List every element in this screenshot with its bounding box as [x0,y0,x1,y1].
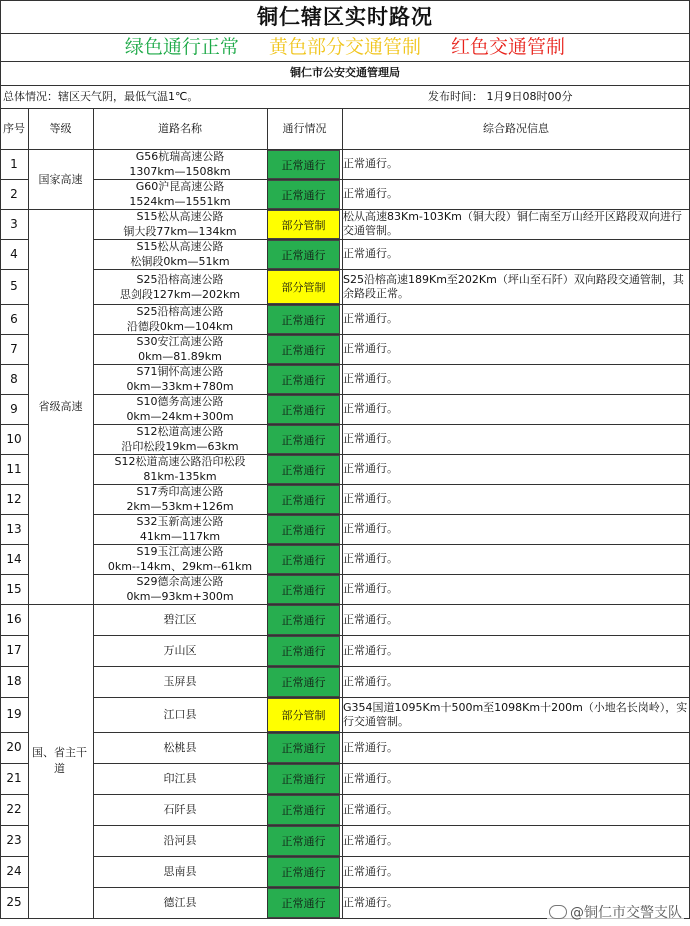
road-name-line1: S25沿榕高速公路 [136,272,224,286]
row-road-name [93,887,267,918]
row-road-name [93,763,267,794]
row-status-badge: 正常通行 [267,733,340,763]
release-time: 发布时间： 1月9日08时00分 [428,90,573,103]
row-status-badge: 正常通行 [267,240,340,269]
grid-hline [0,635,28,636]
grid-hline [0,179,28,180]
grid-hline [93,574,690,575]
level-national-highway: 国家高速 [38,172,83,186]
row-seq: 20 [6,740,22,754]
legend-green: 绿色通行正常 [124,36,239,58]
grid-vline [0,0,1,918]
row-info: 正常通行。 [343,612,398,626]
row-status-badge: 正常通行 [267,545,340,574]
row-seq: 21 [6,771,22,785]
row-road-name [93,334,267,364]
row-seq: 23 [6,833,22,847]
row-info: 正常通行。 [343,312,398,325]
road-name-line1: S12松道高速公路沿印松段 [114,455,246,468]
grid-hline [93,697,690,698]
road-name-line1: S10德务高速公路 [136,395,224,408]
grid-hline [93,635,690,636]
road-name-line1: S30安江高速公路 [136,335,224,348]
grid-hline [93,514,690,515]
grid-vline [93,108,94,918]
grid-hline [93,364,690,365]
row-info: 正常通行。 [343,247,398,260]
grid-hline [93,269,690,270]
road-name-line1: 印江县 [163,772,197,785]
report-title: 铜仁辖区实时路况 [257,5,433,29]
grid-hline [0,364,28,365]
row-road-name [93,635,267,666]
row-road-name [93,574,267,604]
grid-hline [0,604,690,605]
road-name-line1: S15松从高速公路 [136,240,224,253]
row-seq: 2 [10,186,18,201]
row-road-name [93,697,267,732]
header-level: 等级 [49,122,72,135]
road-name-line2: 81km-135km [143,470,217,483]
road-name-line1: 碧江区 [163,613,197,626]
road-name-line1: S19玉江高速公路 [136,545,224,558]
header-info: 综合路况信息 [483,122,549,135]
row-road-name [93,179,267,209]
row-info: 正常通行。 [343,157,398,170]
row-seq: 8 [10,371,18,386]
grid-hline [93,454,690,455]
grid-hline [0,149,690,150]
grid-hline [0,574,28,575]
row-info: 正常通行。 [343,462,398,475]
row-road-name [93,604,267,635]
grid-hline [0,85,690,86]
row-info: 正常通行。 [343,895,398,909]
road-name-line2: 铜大段77km—134km [123,225,237,238]
row-seq: 4 [10,246,18,261]
legend-red: 红色交通管制 [451,36,566,58]
grid-hline [0,666,28,667]
grid-hline [0,209,690,210]
row-road-name [93,514,267,544]
road-name-line2: 松铜段0km—51km [130,255,230,268]
row-seq: 7 [10,341,18,356]
row-road-name [93,364,267,394]
row-seq: 15 [6,581,22,596]
row-seq: 5 [10,279,18,293]
road-name-line1: S32玉新高速公路 [136,515,224,528]
road-name-line2: 1307km—1508km [129,165,231,178]
road-name-line1: 松桃县 [163,741,197,754]
road-name-line1: 石阡县 [163,803,197,816]
header-seq: 序号 [3,122,25,135]
grid-hline [0,544,28,545]
grid-hline [93,732,690,733]
level-provincial-highway: 省级高速 [38,400,83,413]
road-name-line1: S29德余高速公路 [136,575,224,588]
row-seq: 16 [6,612,22,626]
row-status-badge: 正常通行 [267,425,340,454]
grid-vline [267,108,268,918]
row-road-name [93,825,267,856]
road-name-line1: 沿河县 [163,834,197,847]
legend-yellow: 黄色部分交通管制 [268,36,421,58]
grid-hline [0,484,28,485]
row-status-badge: 部分管制 [267,698,340,732]
row-road-name [93,454,267,484]
row-info: 正常通行。 [343,342,398,355]
row-status-badge: 部分管制 [267,210,340,239]
road-name-line2: 0km—33km+780m [126,380,234,393]
row-status-badge: 部分管制 [267,270,340,304]
row-seq: 6 [10,311,18,326]
grid-hline [93,856,690,857]
row-road-name [93,209,267,239]
row-road-name [93,239,267,269]
road-name-line1: 江口县 [163,708,197,721]
row-status-badge: 正常通行 [267,365,340,394]
row-info: 正常通行。 [343,522,398,535]
row-info: 正常通行。 [343,674,398,688]
row-info: 正常通行。 [343,582,398,595]
level-main-road: 国、省主干道 [32,746,87,775]
row-road-name [93,424,267,454]
road-name-line2: 0km—93km+300m [126,590,234,603]
grid-hline [93,544,690,545]
road-name-line2: 0km--14km、29km--61km [107,560,253,573]
grid-hline [0,61,690,62]
grid-hline [0,856,28,857]
road-name-line2: 1524km—1551km [129,195,231,208]
row-road-name [93,149,267,179]
road-name-line1: 万山区 [163,644,197,657]
row-road-name [93,484,267,514]
grid-hline [0,304,28,305]
grid-hline [0,108,690,109]
row-status-badge: 正常通行 [267,667,340,697]
row-info: S25沿榕高速189Km至202Km（坪山至石阡）双向路段交通管制，其余路段正常。 [343,272,684,300]
row-info: 正常通行。 [343,740,398,754]
row-status-badge: 正常通行 [267,180,340,209]
grid-hline [93,304,690,305]
road-name-line1: 德江县 [163,896,197,909]
grid-hline [0,825,28,826]
road-name-line2: 沿印松段19km—63km [121,440,239,453]
grid-hline [93,794,690,795]
grid-hline [93,825,690,826]
row-status-badge: 正常通行 [267,335,340,364]
row-status-badge: 正常通行 [267,795,340,825]
row-info: 正常通行。 [343,802,398,816]
grid-hline [0,454,28,455]
weibo-watermark [547,902,684,922]
row-seq: 13 [6,521,22,536]
grid-hline [0,794,28,795]
row-status-badge: 正常通行 [267,455,340,484]
grid-hline [93,394,690,395]
grid-hline [93,887,690,888]
road-name-line1: S25沿榕高速公路 [136,305,224,318]
row-road-name [93,732,267,763]
row-road-name [93,394,267,424]
road-name-line1: S17秀印高速公路 [136,485,224,498]
grid-hline [0,239,28,240]
row-info: 正常通行。 [343,552,398,565]
grid-hline [0,887,28,888]
road-name-line1: G56杭瑞高速公路 [135,150,225,163]
row-info: 正常通行。 [343,372,398,385]
row-status-badge: 正常通行 [267,826,340,856]
row-road-name [93,666,267,697]
row-info: G354国道1095Km十500m至1098Km十200m（小地名长岗岭），实行交通管制。 [343,700,688,728]
road-name-line2: 0km—81.89km [138,350,222,363]
grid-hline [0,514,28,515]
road-name-line2: 思剑段127km—202km [119,287,241,301]
road-name-line2: 41km—117km [139,530,221,543]
row-info: 正常通行。 [343,432,398,445]
row-seq: 22 [6,802,22,816]
header-status: 通行情况 [282,122,327,135]
row-seq: 17 [6,643,22,657]
row-seq: 19 [6,707,22,721]
row-status-badge: 正常通行 [267,150,340,179]
road-name-line2: 沿德段0km—104km [126,320,234,333]
row-status-badge: 正常通行 [267,485,340,514]
road-name-line1: S12松道高速公路 [136,425,224,438]
row-info: 正常通行。 [343,187,398,200]
grid-hline [93,179,690,180]
row-status-badge: 正常通行 [267,764,340,794]
grid-hline [0,424,28,425]
row-seq: 1 [10,156,18,171]
grid-hline [93,424,690,425]
row-road-name [93,544,267,574]
row-info: 正常通行。 [343,864,398,878]
grid-hline [0,763,28,764]
row-seq: 24 [6,864,22,878]
road-name-line2: 2km—53km+126m [126,500,234,513]
grid-hline [93,334,690,335]
color-legend [0,34,690,60]
row-seq: 3 [10,216,18,231]
row-road-name [93,269,267,304]
header-road: 道路名称 [158,122,202,135]
row-info: 正常通行。 [343,492,398,505]
row-status-badge: 正常通行 [267,857,340,887]
agency-name: 铜仁市公安交通管理局 [290,66,400,79]
road-name-line1: S71铜怀高速公路 [136,365,224,378]
row-status-badge: 正常通行 [267,888,340,918]
row-status-badge: 正常通行 [267,305,340,334]
grid-hline [0,394,28,395]
watermark-text: @铜仁市交警支队 [570,905,682,921]
grid-hline [0,334,28,335]
row-status-badge: 正常通行 [267,636,340,666]
grid-hline [0,0,690,1]
row-info: 松从高速83Km-103Km（铜大段）铜仁南至万山经开区路段双向进行交通管制。 [343,210,682,237]
row-info: 正常通行。 [343,771,398,785]
row-status-badge: 正常通行 [267,395,340,424]
row-status-badge: 正常通行 [267,605,340,635]
row-seq: 10 [6,431,22,446]
road-name-line1: 思南县 [163,865,197,878]
road-name-line1: 玉屏县 [163,675,197,688]
row-seq: 14 [6,551,22,566]
row-seq: 18 [6,674,22,688]
row-info: 正常通行。 [343,833,398,847]
road-name-line1: G60沪昆高速公路 [135,180,225,193]
row-info: 正常通行。 [343,643,398,657]
row-seq: 9 [10,401,18,416]
grid-hline [0,33,690,34]
row-seq: 25 [6,895,22,909]
row-road-name [93,304,267,334]
grid-hline [93,239,690,240]
row-road-name [93,794,267,825]
grid-hline [0,697,28,698]
weibo-icon [549,905,567,919]
grid-vline [342,108,343,918]
row-status-badge: 正常通行 [267,515,340,544]
grid-hline [93,484,690,485]
row-seq: 12 [6,491,22,506]
row-info: 正常通行。 [343,402,398,415]
row-road-name [93,856,267,887]
grid-hline [0,732,28,733]
grid-hline [0,269,28,270]
grid-hline [93,666,690,667]
grid-hline [93,763,690,764]
row-seq: 11 [6,461,22,476]
row-status-badge: 正常通行 [267,575,340,604]
road-name-line1: S15松从高速公路 [136,210,224,223]
road-name-line2: 0km—24km+300m [126,410,234,423]
overview-text: 总体情况：辖区天气阴，最低气温1℃。 [3,90,199,103]
